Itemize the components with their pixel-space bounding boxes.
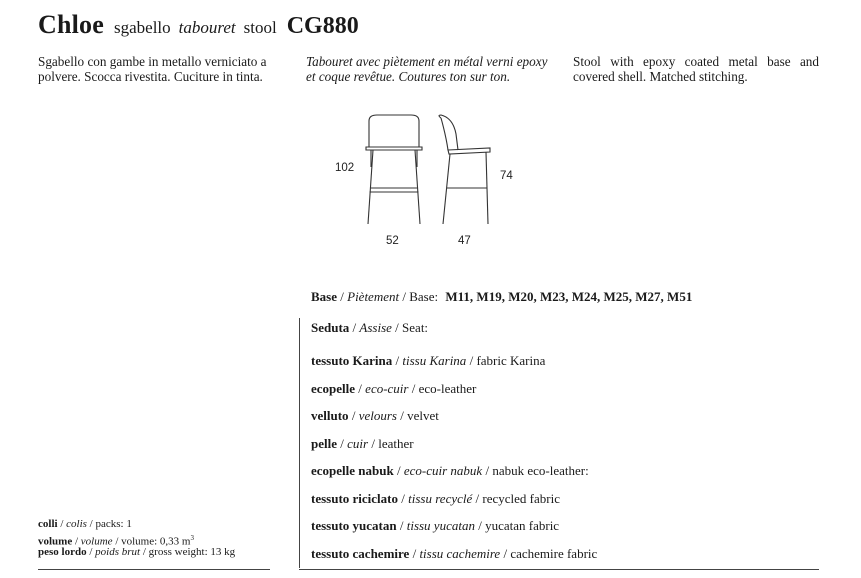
- seat-label-en: Seat:: [402, 320, 429, 335]
- description-en: Stool with epoxy coated metal base and covered shell. Matched stitching.: [573, 54, 819, 84]
- description-fr: Tabouret avec piètement en métal verni epoxy et coque revêtue. Coutures ton sur ton.: [306, 54, 548, 84]
- base-finishes-row: Base / Piètement / Base: M11, M19, M20, M23, M24, M25, M27, M51: [311, 289, 693, 304]
- volume-info: volume / volume / volume: 0,33 $m^3$: [38, 534, 194, 548]
- description-it: Sgabello con gambe in metallo verniciato a polvere. Scocca rivestita. Cuciture in tinta.: [38, 54, 267, 84]
- weight-info: peso lordo / poids brut / gross weight: 13 kg: [38, 546, 236, 558]
- product-type-en: stool: [243, 18, 277, 37]
- material-row: tessuto Karina / tissu Karina / fabric Karina: [311, 353, 546, 368]
- seat-label-it: Seduta: [311, 320, 350, 335]
- product-type-fr: tabouret: [178, 18, 236, 37]
- dimension-seat-height: 74: [500, 170, 513, 182]
- product-title-row: [38, 10, 359, 40]
- base-label-en: Base:: [409, 289, 439, 304]
- packs-info: colli / colis / packs: 1: [38, 518, 132, 530]
- material-row: ecopelle / eco-cuir / eco-leather: [311, 381, 477, 396]
- seat-heading: Seduta / Assise / Seat:: [311, 320, 429, 335]
- product-type-it: sgabello: [114, 18, 171, 37]
- material-row: pelle / cuir / leather: [311, 436, 414, 451]
- bottom-rule-right: [299, 569, 819, 570]
- dimension-depth: 47: [458, 235, 471, 247]
- stool-side-view: [439, 115, 490, 224]
- base-label-it: Base: [311, 289, 337, 304]
- material-row: tessuto cachemire / tissu cachemire / cachemire fabric: [311, 546, 598, 561]
- material-row: tessuto riciclato / tissu recyclé / recycled fabric: [311, 491, 560, 506]
- seat-label-fr: Assise: [359, 320, 392, 335]
- base-codes: M11, M19, M20, M23, M24, M25, M27, M51: [445, 289, 693, 304]
- material-row: ecopelle nabuk / eco-cuir nabuk / nabuk eco-leather:: [311, 463, 589, 478]
- stool-technical-drawing: [355, 112, 505, 237]
- product-name: Chloe: [38, 10, 104, 39]
- dimension-width: 52: [386, 235, 399, 247]
- column-divider: [299, 318, 300, 568]
- product-code: CG880: [286, 13, 359, 39]
- stool-front-view: [366, 115, 422, 224]
- dimension-height: 102: [335, 162, 355, 174]
- material-row: velluto / velours / velvet: [311, 408, 439, 423]
- base-label-fr: Piètement: [347, 289, 400, 304]
- material-row: tessuto yucatan / tissu yucatan / yucatan fabric: [311, 518, 560, 533]
- bottom-rule-left: [38, 569, 270, 570]
